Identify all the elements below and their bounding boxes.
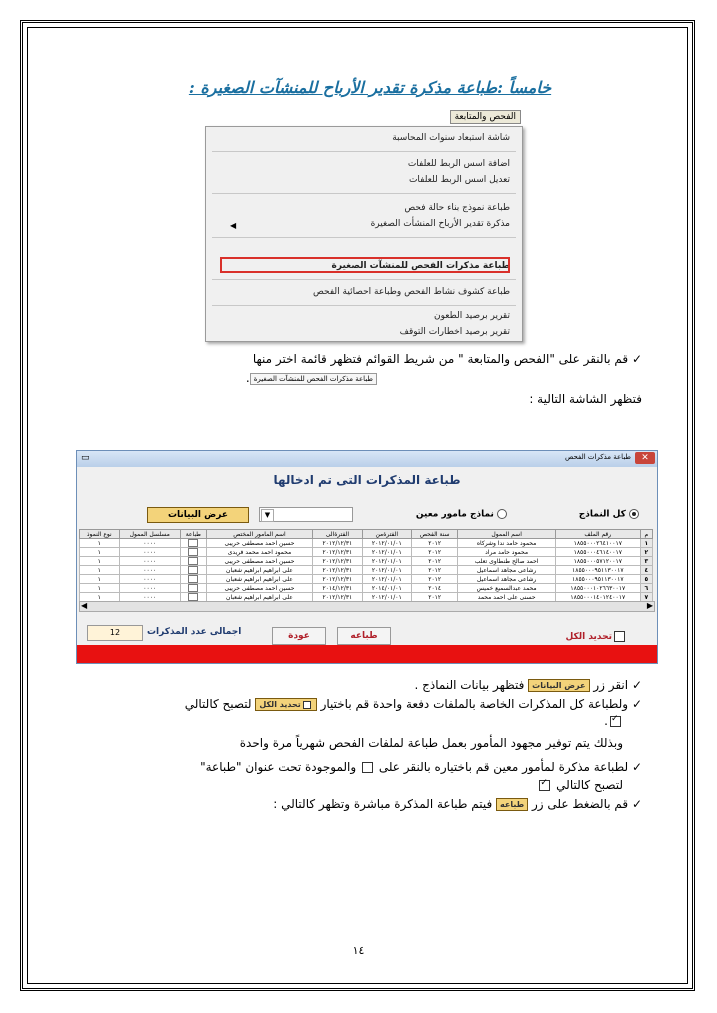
table-cell: ١	[80, 566, 120, 575]
table-cell: ٢٠١٤	[411, 584, 457, 593]
table-cell: ٢٠١٢/٠١/٠١	[362, 575, 411, 584]
window-titlebar	[77, 451, 657, 467]
bullet-4-post: فيتم طباعة المذكرة مباشرة وتظهر كالتالي :	[273, 797, 493, 811]
inline-select-all-label: تحديد الكل	[259, 700, 301, 709]
checkmark-icon: ✓	[631, 697, 642, 711]
table-cell: على ابراهيم ابراهيم شعبان	[206, 566, 312, 575]
paragraph-screen-appears: فتظهر الشاشة التالية :	[529, 392, 642, 406]
menu-item[interactable]: مذكرة تقدير الأرباح المنشأت الصغيرة	[370, 219, 510, 229]
checkbox-icon[interactable]	[188, 548, 198, 556]
column-header: اسم المامور المختص	[206, 530, 312, 539]
table-header-row	[80, 530, 653, 539]
table-cell: ١٨٥٥٠٠٠٤٦١٤٠٠١٧	[555, 548, 640, 557]
table-cell: ٢٠١٢	[411, 593, 457, 602]
table-cell: رشاعى مجاهد اسماعيل	[458, 566, 555, 575]
table-cell: على ابراهيم ابراهيم شعبان	[206, 593, 312, 602]
checkmark-icon: ✓	[631, 352, 642, 366]
officer-select[interactable]	[259, 507, 353, 522]
window-title: طباعة مذكرات الفحص	[564, 453, 631, 461]
menu-item[interactable]: تعديل اسس الربط للعلفات	[408, 175, 510, 185]
table-cell: ٢٠١٤/٠١/٠١	[362, 584, 411, 593]
column-header: مسلسل الممول	[119, 530, 180, 539]
checkbox-icon[interactable]	[188, 593, 198, 601]
horizontal-scrollbar[interactable]	[79, 601, 655, 612]
inline-button-row: طباعة مذكرات الفحص للمنشآت الصغيرة.	[246, 371, 377, 385]
column-header: الفترةالى	[313, 530, 362, 539]
bullet-2-end: .	[604, 714, 608, 728]
status-bar	[77, 645, 657, 663]
table-cell: ١٨٥٥٠٠٠٩٥١١٣٠٠١٧	[555, 575, 640, 584]
table-cell: ٢٠١٢/٠١/٠١	[362, 593, 411, 602]
radio-all-label: كل النماذج	[578, 509, 626, 520]
table-cell: ١٨٥٥٠٠٠٥٧١٢٠٠١٧	[555, 557, 640, 566]
show-data-button[interactable]: عرض البيانات	[147, 507, 249, 523]
table-cell: ٢٠١٢/١٢/٣١	[313, 593, 362, 602]
table-row[interactable]	[80, 584, 653, 593]
instruction-1	[253, 352, 642, 366]
radio-specific-label: نماذج مامور معين	[415, 509, 494, 520]
bullet-1-pre: انقر زر	[593, 678, 629, 692]
bullet-1-post: فتظهر بيانات النماذج .	[414, 678, 525, 692]
bullet-2-pre: ولطباعة كل المذكرات الخاصة بالملفات دفعة واحدة قم باختيار	[320, 697, 629, 711]
menu-separator	[212, 237, 516, 238]
table-cell: ١٨٥٥٠٠٠٩٥١١٣٠٠١٧	[555, 566, 640, 575]
bullet-3-post: والموجودة تحت عنوان "طباعة"	[200, 760, 357, 774]
checkbox-icon	[303, 701, 311, 709]
column-header: اسم الممول	[458, 530, 555, 539]
checkbox-icon	[362, 762, 373, 773]
bullet-2	[185, 697, 642, 711]
table-cell: ٢٠١٢/٠١/٠١	[362, 557, 411, 566]
menu-item[interactable]: طباعة نموذج بناء حالة فحص	[404, 203, 510, 213]
table-cell: محمود احمد محمد فريدى	[206, 548, 312, 557]
table-cell: ٢٠١٢/١٢/٣١	[313, 575, 362, 584]
bullet-4	[273, 797, 642, 811]
column-header: م	[640, 530, 652, 539]
bullet-3-line2-text: لتصبح كالتالي	[556, 778, 623, 792]
instruction-1-text: قم بالنقر على "الفحص والمتابعة " من شريط القوائم فتظهر قائمة اختر منها	[252, 352, 629, 366]
menu-item[interactable]: تقرير برصيد الطعون	[434, 311, 510, 321]
table-cell: ٠٠٠٠	[119, 593, 180, 602]
print-checkbox-cell[interactable]	[180, 575, 206, 584]
checkmark-icon: ✓	[631, 797, 642, 811]
checkbox-icon[interactable]	[188, 575, 198, 583]
table-cell: ١	[80, 593, 120, 602]
table-cell: ٢٠١٢/١٢/٣١	[313, 566, 362, 575]
column-header: رقم الملف	[555, 530, 640, 539]
menu-separator	[212, 305, 516, 306]
table-cell: ٠٠٠٠	[119, 566, 180, 575]
table-cell: حسين احمد مصطفى حريبى	[206, 539, 312, 548]
print-memos-window	[76, 450, 658, 664]
table-cell: ١	[80, 548, 120, 557]
checkbox-icon[interactable]	[188, 557, 198, 565]
bullet-2-line2	[604, 714, 623, 728]
inline-show-data-button: عرض البيانات	[528, 679, 589, 692]
table-cell: ٢٠١٢	[411, 548, 457, 557]
table-cell: ٢	[640, 548, 652, 557]
table-cell: ١	[640, 539, 652, 548]
table-row[interactable]	[80, 539, 653, 548]
back-button[interactable]: عودة	[272, 627, 326, 645]
bullet-3-line2	[537, 778, 623, 792]
table-cell: ١٨٥٥٠٠٠٢٦٤١٠٠١٧	[555, 539, 640, 548]
column-header: طباعة	[180, 530, 206, 539]
radio-specific-officer[interactable]	[416, 509, 507, 520]
table-cell: ٠٠٠٠	[119, 575, 180, 584]
page-number: ١٤	[352, 944, 365, 957]
print-checkbox-cell[interactable]	[180, 557, 206, 566]
table-row[interactable]	[80, 566, 653, 575]
total-memos-value: 12	[87, 625, 143, 641]
menu-separator	[212, 279, 516, 280]
print-button[interactable]: طباعه	[337, 627, 391, 645]
table-cell: ٢٠١٢/٠١/٠١	[362, 566, 411, 575]
table-cell: ٦	[640, 584, 652, 593]
table-cell: ١٨٥٥٠٠٠١٤٠١٢٤٠٠١٧	[555, 593, 640, 602]
menu-separator	[212, 151, 516, 152]
inline-print-button: طباعه	[496, 798, 528, 811]
table-cell: حسين احمد مصطفى حريبى	[206, 584, 312, 593]
table-cell: ٢٠١٤/١٢/٣١	[313, 584, 362, 593]
table-cell: رشاعى مجاهد اسماعيل	[458, 575, 555, 584]
table-cell: على ابراهيم ابراهيم شعبان	[206, 575, 312, 584]
column-header: سنة الفحص	[411, 530, 457, 539]
scroll-left-icon[interactable]: ◀	[81, 601, 88, 610]
checkmark-icon: ✓	[631, 678, 642, 692]
section-heading: خامساً :طباعة مذكرة تقدير الأرباح للمنشآت الصغيرة :	[188, 78, 552, 97]
radio-selected-icon[interactable]	[629, 509, 639, 519]
bullet-3	[200, 760, 642, 774]
table-cell: ١	[80, 584, 120, 593]
table-cell: ٢٠١٢	[411, 575, 457, 584]
bullet-4-pre: قم بالضغط على زر	[531, 797, 629, 811]
submenu-arrow-icon: ◀	[230, 221, 237, 230]
table-cell: حسين احمد مصطفى حريبى	[206, 557, 312, 566]
table-row[interactable]	[80, 575, 653, 584]
table-cell: ٤	[640, 566, 652, 575]
table-cell: ٠٠٠٠	[119, 557, 180, 566]
checkbox-icon[interactable]	[188, 539, 198, 547]
menu-bar-item[interactable]: الفحص والمتابعة	[450, 110, 521, 124]
print-checkbox-cell[interactable]	[180, 566, 206, 575]
column-header: نوع النموذ	[80, 530, 120, 539]
inline-select-all-button	[255, 698, 316, 711]
print-checkbox-cell[interactable]	[180, 584, 206, 593]
table-cell: محمد عبدالسميع خميس	[458, 584, 555, 593]
table-cell: ٢٠١٢	[411, 539, 457, 548]
menu-item[interactable]: اضافة اسس الربط للعلفات	[407, 159, 510, 169]
checked-checkbox-icon	[610, 716, 621, 727]
checkbox-icon[interactable]	[188, 566, 198, 574]
table-cell: ٢٠١٢/١٢/٣١	[313, 539, 362, 548]
table-cell: ٣	[640, 557, 652, 566]
table-cell: محمود حامد مراد	[458, 548, 555, 557]
radio-all-forms[interactable]	[579, 509, 639, 520]
column-header: الفترةمن	[362, 530, 411, 539]
note-paragraph: وبذلك يتم توفير مجهود المأمور بعمل طباعة لملفات الفحص شهرياً مرة واحدة	[239, 736, 623, 750]
table-cell: ١٨٥٥٠٠٠١٠٢٦٦٣٠٠١٧	[555, 584, 640, 593]
table-cell: حسنى على احمد محمد	[458, 593, 555, 602]
table-cell: محمود حامد ندا وشركاه	[458, 539, 555, 548]
table-cell: ٥	[640, 575, 652, 584]
print-checkbox-cell[interactable]	[180, 539, 206, 548]
print-checkbox-cell[interactable]	[180, 548, 206, 557]
radio-icon[interactable]	[497, 509, 507, 519]
table-row[interactable]	[80, 557, 653, 566]
bullet-3-pre: لطباعة مذكرة لمأمور معين قم باختياره بالنقر على	[378, 760, 629, 774]
menu-item[interactable]: تقرير برصيد اخطارات التوقف	[399, 327, 510, 337]
menu-separator	[212, 193, 516, 194]
table-cell: ٢٠١٢	[411, 557, 457, 566]
dropdown-menu	[205, 126, 523, 342]
table-cell: احمد صالح طنطاوى تعلب	[458, 557, 555, 566]
table-cell: ٢٠١٢/٠١/٠١	[362, 548, 411, 557]
table-cell: ٢٠١٢/٠١/٠١	[362, 539, 411, 548]
table-cell: ٠٠٠٠	[119, 584, 180, 593]
select-all-label: تحديد الكل	[565, 632, 612, 642]
menu-item[interactable]: شاشة استبعاد سنوات المحاسبة	[392, 133, 510, 143]
select-all-checkbox[interactable]	[565, 631, 627, 642]
table-cell: ٢٠١٢/١٢/٣١	[313, 557, 362, 566]
table-cell: ١	[80, 575, 120, 584]
table-cell: ٠٠٠٠	[119, 548, 180, 557]
scroll-right-icon[interactable]: ▶	[646, 601, 653, 610]
close-icon[interactable]: ✕	[635, 452, 655, 464]
menu-item-print-small-memos[interactable]: طباعة مذكرات الفحص للمنشآت الصغيرة	[331, 261, 510, 271]
checkbox-icon[interactable]	[188, 584, 198, 592]
bullet-2-post: لتصبح كالتالي	[184, 697, 252, 711]
bullet-1	[415, 678, 642, 692]
table-cell: ٧	[640, 593, 652, 602]
table-cell: ١	[80, 539, 120, 548]
chevron-down-icon[interactable]: ▼	[261, 509, 274, 522]
menu-screenshot	[205, 110, 523, 342]
total-memos-label: اجمالى عدد المذكرات	[147, 627, 242, 637]
memos-table	[79, 529, 653, 602]
highlight-box	[220, 257, 510, 273]
checkmark-icon: ✓	[631, 760, 642, 774]
window-heading: طباعة المذكرات التى تم ادخالها	[273, 473, 461, 487]
window-icon: ▭	[81, 453, 90, 463]
table-cell: ٢٠١٢	[411, 566, 457, 575]
table-cell: ٢٠١٢/١٢/٣١	[313, 548, 362, 557]
table-cell: ٠٠٠٠	[119, 539, 180, 548]
table-row[interactable]	[80, 548, 653, 557]
table-cell: ١	[80, 557, 120, 566]
checkbox-icon[interactable]	[614, 631, 625, 642]
inline-menu-button: طباعة مذكرات الفحص للمنشآت الصغيرة	[250, 373, 377, 385]
menu-item[interactable]: طباعة كشوف نشاط الفحص وطباعة احصائية الفحص	[313, 287, 510, 297]
checked-checkbox-icon	[539, 780, 550, 791]
